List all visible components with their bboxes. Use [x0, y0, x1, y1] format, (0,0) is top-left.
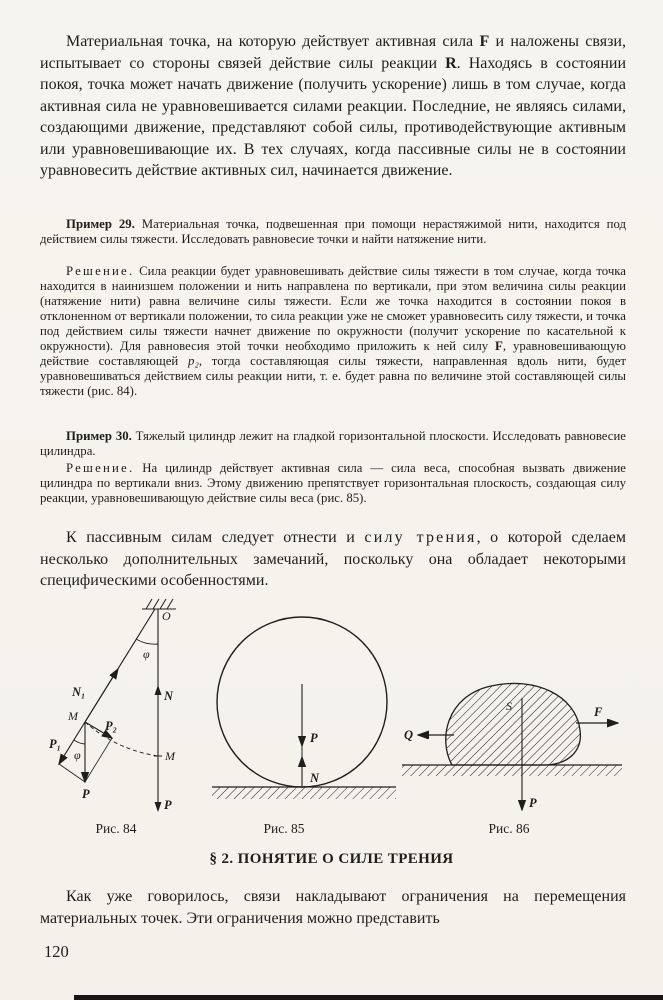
paragraph-constraints: Как уже говорилось, связи накладывают ограничения на перемещения материальных точек. Эти ограничения можно представить	[40, 888, 626, 927]
fig84-label-m-point: M	[68, 709, 78, 723]
inclined-thread	[85, 609, 158, 756]
fig86-label-p: P	[529, 796, 537, 810]
section-heading: § 2. ПОНЯТИЕ О СИЛЕ ТРЕНИЯ	[209, 851, 454, 867]
fig84-label-n: N	[164, 689, 174, 703]
fig84-label-p-point: P	[82, 787, 90, 801]
example-29: Пример 29. Материальная точка, подвешенная при помощи нерастяжимой нити, находится под действием силы тяжести. Исследовать равновесие точки и найти натяжение нити.	[40, 217, 626, 246]
ground-line	[212, 787, 396, 799]
vertical-thread	[154, 609, 162, 812]
ground-line	[402, 765, 622, 776]
solution-30: Решение. На цилиндр действует активная сила — сила веса, способная вызвать движение цилиндра по вертикали вниз. Этому движению препятствует горизонтальная плоскость, создающая силу реакции, уравновешивающую действие силы веса (рис. 85).	[40, 461, 626, 505]
fig86-label-f: F	[594, 705, 603, 719]
solution-29: Решение. Сила реакции будет уравновешивать действие силы тяжести в том случае, когда точка находится в наинизшем положении и нить направлена по вертикали, при этом величина силы реакции (натяжение нити) равна величине силы тяжести. Если же точка находится в состоянии покоя в отклоненном от вертикали положении, то сила реакции уже не сможет уравновесить силу тяжести, и точка под действием силы тяжести начнет движение по окружности (получит ускорение по касательной к окружности). Для равновесия этой точки необходимо приложить к ней силу F, уравновешивающую действие составляющей p₂, тогда составляющая силы тяжести, направленная вдоль нити, будет уравновешиваться действием силы реакции нити, т. е. будет равна по величине этой составляющей силы тяжести (рис. 84).	[40, 264, 627, 398]
fig84-label-p-vertical: P	[164, 798, 172, 812]
ceiling-hatch	[142, 599, 176, 609]
figure-86-friction-diagram	[396, 646, 628, 818]
fig86-label-q: Q	[404, 728, 414, 742]
fig84-label-m-vertical: M	[165, 749, 175, 763]
fig86-label-s: S	[506, 699, 512, 713]
fig85-label-p: P	[310, 731, 318, 745]
figure-85-cylinder-diagram	[212, 600, 398, 806]
figure-84-pendulum-diagram	[48, 596, 218, 824]
fig85-label-n: N	[310, 771, 320, 785]
fig84-label-n1: N₁	[72, 685, 86, 699]
fig84-label-p2: P₂	[105, 719, 117, 733]
fig84-label-phi-bottom: φ	[74, 748, 81, 762]
paragraph-intro: Материальная точка, на которую действует активная сила F и наложены связи, испытывает со стороны связей действие силы реакции R. Находясь в состоянии покоя, точка может начать движение (получить ускорение) лишь в том случае, когда активная сила не уравновешивается силами реакции. Последние, не являясь силами, создающими движение, представляют собой силы, противодействующие активным или уравновешивающие их. В тех случаях, когда пассивные силы не в состоянии уравновесить действие активных сил, начинается движение.	[40, 33, 626, 179]
page-number: 120	[44, 942, 69, 961]
figure-84-caption: Рис. 84	[95, 821, 137, 836]
fig84-label-p1: P₁	[49, 737, 61, 751]
fig84-label-phi-top: φ	[143, 647, 150, 661]
paragraph-passive-forces: К пассивным силам следует отнести и силу трения, о которой сделаем несколько дополнительных замечаний, поскольку она обладает некоторыми специфическими особенностями.	[40, 529, 627, 589]
example-30: Пример 30. Тяжелый цилиндр лежит на гладкой горизонтальной плоскости. Исследовать равновесие цилиндра.	[40, 429, 626, 458]
figure-86-caption: Рис. 86	[488, 821, 530, 836]
hatched-body	[446, 683, 581, 765]
fig84-label-pivot-o: O	[162, 609, 171, 623]
figure-85-caption: Рис. 85	[263, 821, 305, 836]
scan-artifact-bar	[74, 995, 663, 1000]
